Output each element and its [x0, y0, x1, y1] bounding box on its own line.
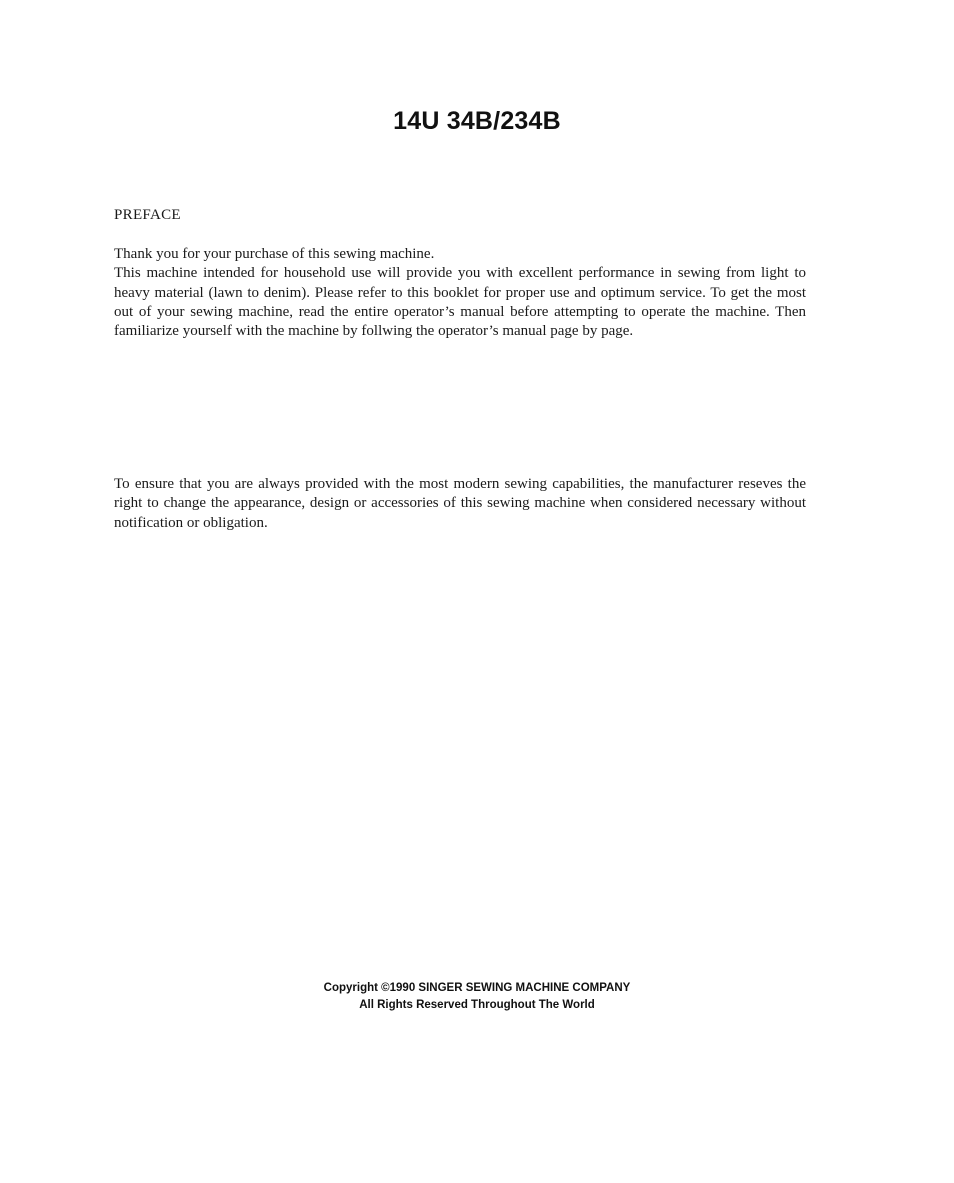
preface-lead-sentence: Thank you for your purchase of this sewing machine. — [114, 246, 435, 262]
copyright-block — [0, 980, 954, 1014]
preface-paragraph — [114, 245, 806, 341]
preface-heading: PREFACE — [114, 207, 181, 223]
model-title: 14U 34B/234B — [393, 107, 561, 135]
preface-body-text: This machine intended for household use will provide you with excellent performance in sewing from light to heavy material (lawn to denim). Please refer to this booklet for proper use and optimum service. To get the most out of your sewing machine, read the entire operator’s manual before attempting to operate the machine. Then familiarize yourself with the machine by follwing the operator’s manual page by page. — [114, 265, 806, 340]
copyright-line: Copyright ©1990 SINGER SEWING MACHINE COMPANY — [323, 982, 631, 994]
notice-paragraph: To ensure that you are always provided with the most modern sewing capabilities, the manufacturer reseves the right to change the appearance, design or accessories of this sewing machine when considered necessary without notification or obligation. — [114, 476, 806, 531]
rights-reserved-line: All Rights Reserved Throughout The World — [359, 999, 595, 1011]
